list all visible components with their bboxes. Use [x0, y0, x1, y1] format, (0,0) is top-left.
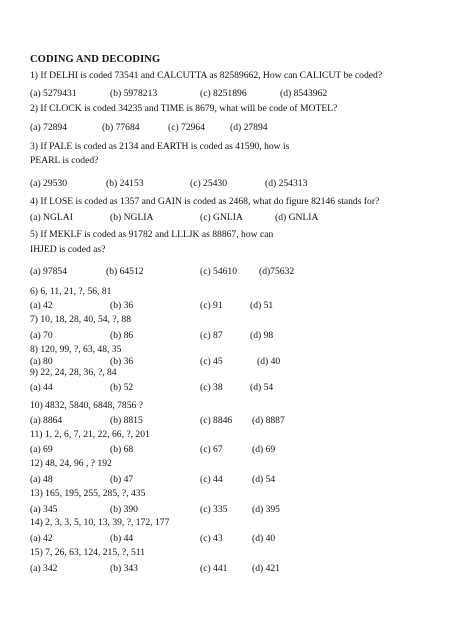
option-b: (b) 64512	[106, 266, 144, 277]
option-b: (b) 36	[110, 356, 134, 367]
option-b: (b) 5978213	[110, 88, 158, 99]
option-b: (b) NGLIA	[110, 212, 154, 223]
question-7: 7) 10, 18, 28, 40, 54, ?, 88	[30, 314, 131, 325]
option-a: (a) NGLAI	[30, 212, 73, 223]
option-b: (b) 52	[110, 382, 134, 393]
option-b: (b) 44	[110, 533, 134, 544]
option-b: (b) 77684	[102, 122, 140, 133]
question-15: 15) 7, 26, 63, 124, 215, ?, 511	[30, 547, 146, 558]
option-d: (d) 40	[252, 533, 276, 544]
question-14: 14) 2, 3, 3, 5, 10, 13, 39, ?, 172, 177	[30, 517, 170, 528]
question-13: 13) 165, 195, 255, 285, ?, 435	[30, 488, 146, 499]
option-b: (b) 24153	[106, 178, 144, 189]
option-a: (a) 70	[30, 330, 53, 341]
option-b: (b) 36	[110, 300, 134, 311]
option-c: (c) 87	[200, 330, 223, 341]
option-d: (d) 54	[252, 474, 276, 485]
option-a: (a) 72894	[30, 122, 68, 133]
option-a: (a) 44	[30, 382, 53, 393]
question-9: 9) 22, 24, 28, 36, ?, 84	[30, 367, 117, 378]
question-11: 11) 1, 2, 6, 7, 21, 22, 66, ?, 201	[30, 429, 150, 440]
option-d: (d) 27894	[230, 122, 268, 133]
option-d: (d) 40	[257, 356, 281, 367]
option-a: (a) 69	[30, 444, 53, 455]
option-c: (c) 8846	[200, 415, 233, 426]
option-a: (a) 48	[30, 474, 53, 485]
page-title: CODING AND DECODING	[30, 54, 161, 65]
option-c: (c) 72964	[168, 122, 206, 133]
question-6: 6) 6, 11, 21, ?, 56, 81	[30, 286, 112, 297]
option-b: (b) 86	[110, 330, 134, 341]
question-5-line-2: IHJED is coded as?	[30, 244, 106, 255]
option-d: (d) 395	[252, 504, 280, 515]
option-c: (c) 38	[200, 382, 223, 393]
option-a: (a) 5279431	[30, 88, 77, 99]
option-a: (a) 42	[30, 533, 53, 544]
option-a: (a) 342	[30, 563, 58, 574]
question-12: 12) 48, 24, 96 , ? 192	[30, 458, 112, 469]
question-3-line-1: 3) If PALE is coded as 2134 and EARTH is coded as 41590, how is	[30, 141, 290, 152]
option-c: (c) 25430	[190, 178, 228, 189]
option-d: (d)75632	[259, 266, 295, 277]
option-c: (c) 43	[200, 533, 223, 544]
option-c: (c) 441	[200, 563, 228, 574]
question-2: 2) If CLOCK is coded 34235 and TIME is 8679, what will be code of MOTEL?	[30, 103, 338, 114]
option-d: (d) 254313	[265, 178, 308, 189]
option-c: (c) 67	[200, 444, 223, 455]
option-d: (d) 8543962	[280, 88, 328, 99]
option-a: (a) 29530	[30, 178, 68, 189]
question-5-line-1: 5) If MEKLF is coded as 91782 and LLLJK as 88867, how can	[30, 229, 274, 240]
option-b: (b) 68	[110, 444, 134, 455]
option-d: (d) 421	[252, 563, 280, 574]
option-b: (b) 8815	[110, 415, 143, 426]
option-a: (a) 345	[30, 504, 58, 515]
option-a: (a) 80	[30, 356, 53, 367]
option-c: (c) 45	[200, 356, 223, 367]
option-c: (c) 335	[200, 504, 228, 515]
option-a: (a) 42	[30, 300, 53, 311]
question-8: 8) 120, 99, ?, 63, 48, 35	[30, 344, 122, 355]
option-d: (d) 98	[250, 330, 274, 341]
option-d: (d) 51	[250, 300, 274, 311]
option-c: (c) 54610	[200, 266, 238, 277]
option-b: (b) 343	[110, 563, 138, 574]
question-4: 4) If LOSE is coded as 1357 and GAIN is coded as 2468, what do figure 82146 stands for?	[30, 196, 380, 207]
option-b: (b) 390	[110, 504, 138, 515]
option-d: (d) GNLIA	[275, 212, 319, 223]
option-a: (a) 97854	[30, 266, 68, 277]
question-3-line-2: PEARL is coded?	[30, 155, 99, 166]
option-d: (d) 54	[250, 382, 274, 393]
question-1: 1) If DELHI is coded 73541 and CALCUTTA as 82589662, How can CALICUT be coded?	[30, 70, 383, 81]
question-10: 10) 4832, 5840, 6848, 7856 ?	[30, 400, 143, 411]
option-b: (b) 47	[110, 474, 134, 485]
option-c: (c) 8251896	[200, 88, 247, 99]
option-c: (c) 44	[200, 474, 223, 485]
option-c: (c) GNLIA	[200, 212, 243, 223]
option-c: (c) 91	[200, 300, 223, 311]
option-a: (a) 8864	[30, 415, 63, 426]
option-d: (d) 69	[252, 444, 276, 455]
option-d: (d) 8887	[252, 415, 285, 426]
